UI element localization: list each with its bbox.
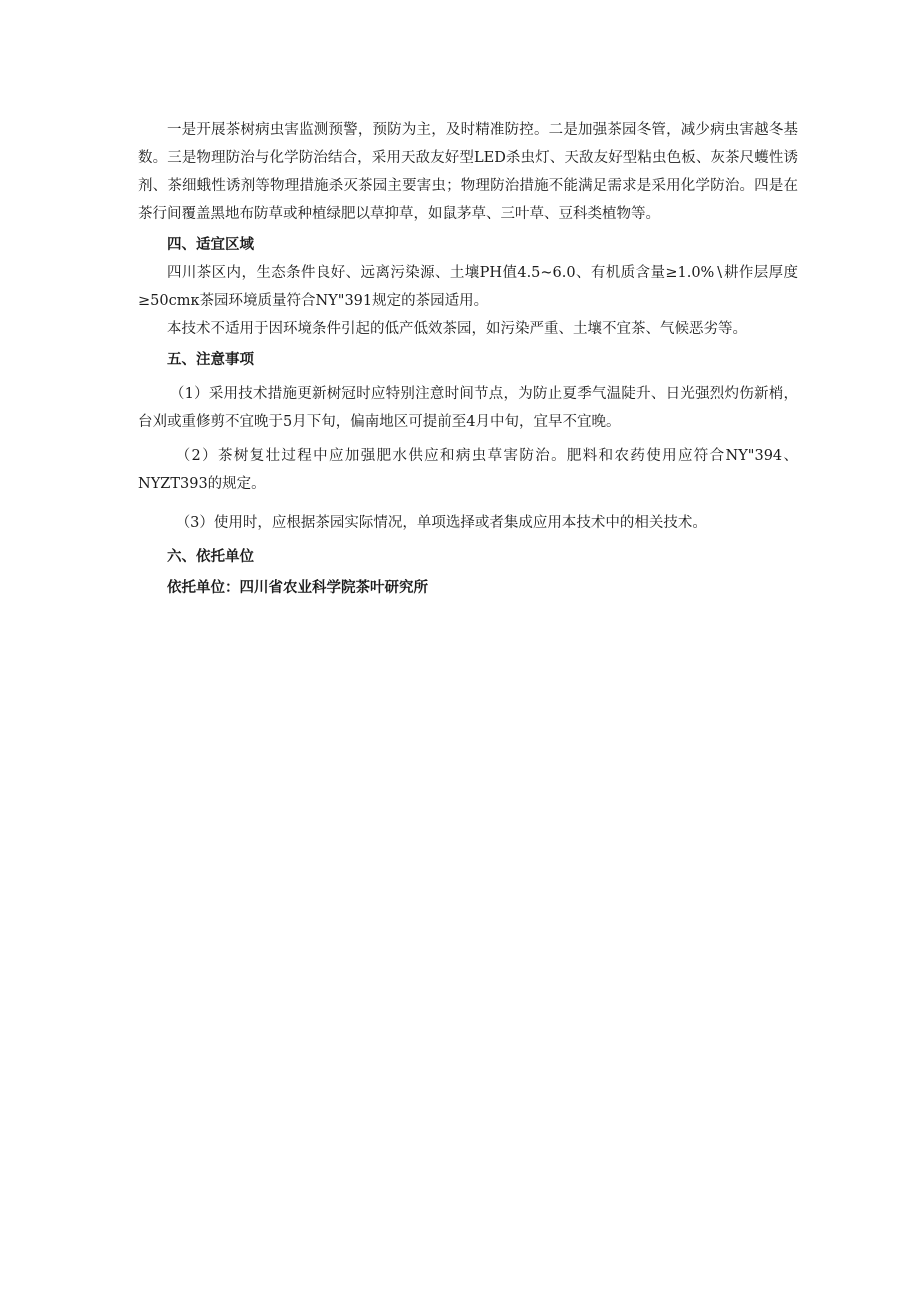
section-region-heading: 四、适宜区域 [167,237,254,253]
section-org-heading: 六、依托单位 [167,549,254,565]
region-paragraph-2: 本技术不适用于因环境条件引起的低产低效茶园，如污染严重、土壤不宜茶、气候恶劣等。 [167,321,747,337]
region-paragraph-1: 四川茶区内，生态条件良好、远离污染源、土壤PH值4.5~6.0、有机质含量≥1.0%∖耕作层厚度≥50cmκ茶园环境质量符合NY"391规定的茶园适用。 [138,265,798,309]
section-notes-heading: 五、注意事项 [167,352,254,368]
org-line: 依托单位：四川省农业科学院茶叶研究所 [167,580,428,596]
note-1-paragraph: （1）采用技术措施更新树冠时应特别注意时间节点，为防止夏季气温陡升、日光强烈灼伤新梢，台刈或重修剪不宜晚于5月下旬，偏南地区可提前至4月中旬，宜早不宜晚。 [138,386,798,430]
note-2-paragraph: （2）茶树复壮过程中应加强肥水供应和病虫草害防治。肥料和农药使用应符合NY"394、NYZT393的规定。 [138,448,798,492]
document-page [138,116,798,602]
note-3-paragraph: （3）使用时，应根据茶园实际情况，单项选择或者集成应用本技术中的相关技术。 [175,515,707,531]
pest-control-paragraph: 一是开展茶树病虫害监测预警，预防为主，及时精准防控。二是加强茶园冬管，减少病虫害越冬基数。三是物理防治与化学防治结合，采用天敌友好型LED杀虫灯、天敌友好型粘虫色板、灰茶尺蠖性诱剂、茶细蛾性诱剂等物理措施杀灭茶园主要害虫；物理防治措施不能满足需求是采用化学防治。四是在茶行间覆盖黑地布防草或种植绿肥以草抑草，如鼠茅草、三叶草、豆科类植物等。 [138,122,798,222]
